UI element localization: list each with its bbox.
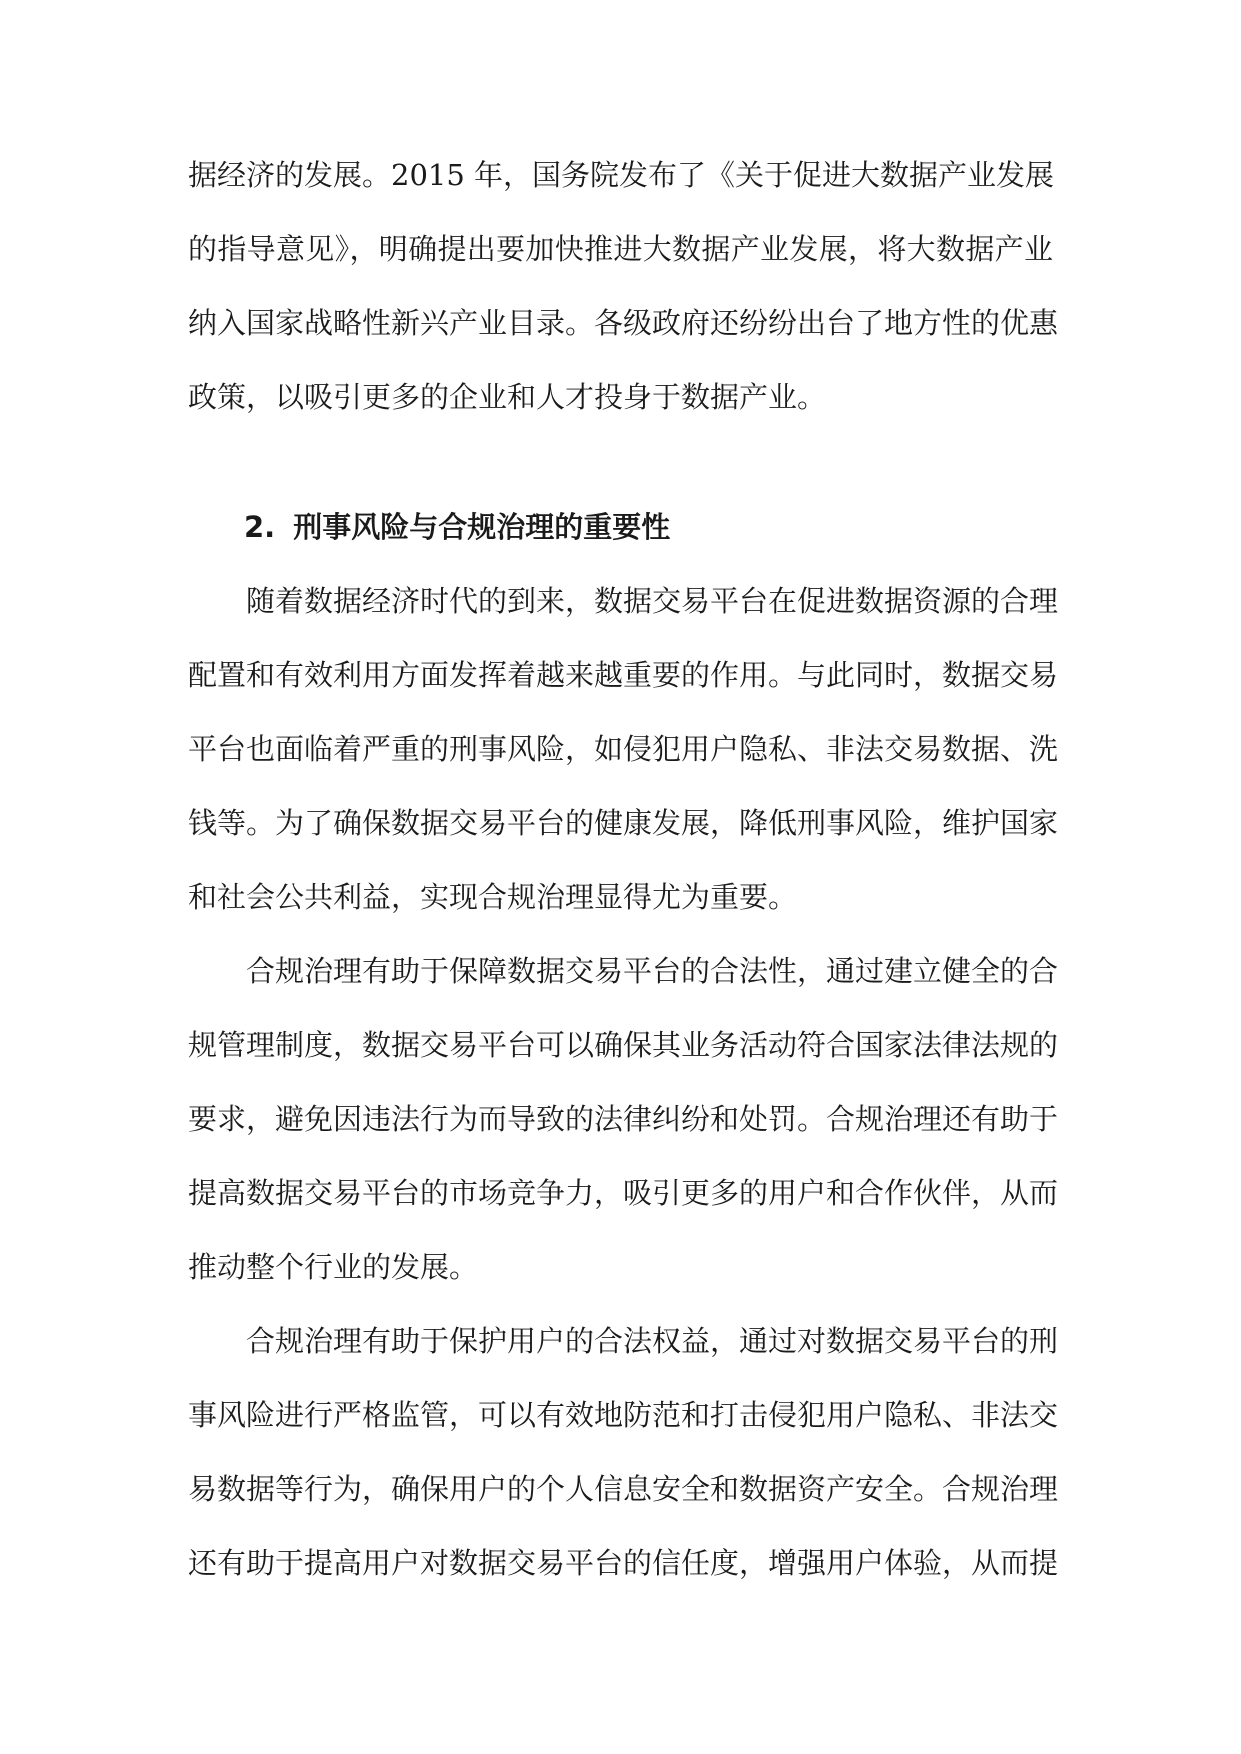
document-body xyxy=(188,138,1059,1600)
paragraph-line: 易数据等行为，确保用户的个人信息安全和数据资产安全。合规治理 xyxy=(188,1472,1059,1506)
paragraph-line: 配置和有效利用方面发挥着越来越重要的作用。与此同时，数据交易 xyxy=(188,658,1059,692)
paragraph-line: 规管理制度，数据交易平台可以确保其业务活动符合国家法律法规的 xyxy=(188,1028,1059,1062)
paragraph-2 xyxy=(188,564,1059,934)
paragraph-line: 纳入国家战略性新兴产业目录。各级政府还纷纷出台了地方性的优惠 xyxy=(188,306,1059,340)
spacer xyxy=(188,434,1053,490)
paragraph-line: 推动整个行业的发展。 xyxy=(188,1250,479,1284)
paragraph-line: 据经济的发展。2015 年，国务院发布了《关于促进大数据产业发展 xyxy=(188,158,1055,192)
paragraph-4 xyxy=(188,1304,1059,1600)
paragraph-3 xyxy=(188,934,1059,1304)
paragraph-line: 和社会公共利益，实现合规治理显得尤为重要。 xyxy=(188,880,798,914)
paragraph-line: 事风险进行严格监管，可以有效地防范和打击侵犯用户隐私、非法交 xyxy=(188,1398,1059,1432)
paragraph-line: 钱等。为了确保数据交易平台的健康发展，降低刑事风险，维护国家 xyxy=(188,806,1059,840)
paragraph-line: 合规治理有助于保障数据交易平台的合法性，通过建立健全的合 xyxy=(246,954,1059,988)
paragraph-line: 随着数据经济时代的到来，数据交易平台在促进数据资源的合理 xyxy=(246,584,1059,618)
section-number: 2. xyxy=(244,510,276,544)
paragraph-line: 的指导意见》，明确提出要加快推进大数据产业发展，将大数据产业 xyxy=(188,232,1053,266)
paragraph-line: 平台也面临着严重的刑事风险，如侵犯用户隐私、非法交易数据、洗 xyxy=(188,732,1059,766)
paragraph-line: 提高数据交易平台的市场竞争力，吸引更多的用户和合作伙伴，从而 xyxy=(188,1176,1059,1210)
paragraph-1 xyxy=(188,138,1059,434)
section-title: 刑事风险与合规治理的重要性 xyxy=(293,510,671,544)
section-heading xyxy=(188,490,1053,564)
paragraph-line: 政策，以吸引更多的企业和人才投身于数据产业。 xyxy=(188,380,827,414)
paragraph-line: 还有助于提高用户对数据交易平台的信任度，增强用户体验，从而提 xyxy=(188,1546,1059,1580)
paragraph-line: 要求，避免因违法行为而导致的法律纠纷和处罚。合规治理还有助于 xyxy=(188,1102,1059,1136)
paragraph-line: 合规治理有助于保护用户的合法权益，通过对数据交易平台的刑 xyxy=(246,1324,1059,1358)
